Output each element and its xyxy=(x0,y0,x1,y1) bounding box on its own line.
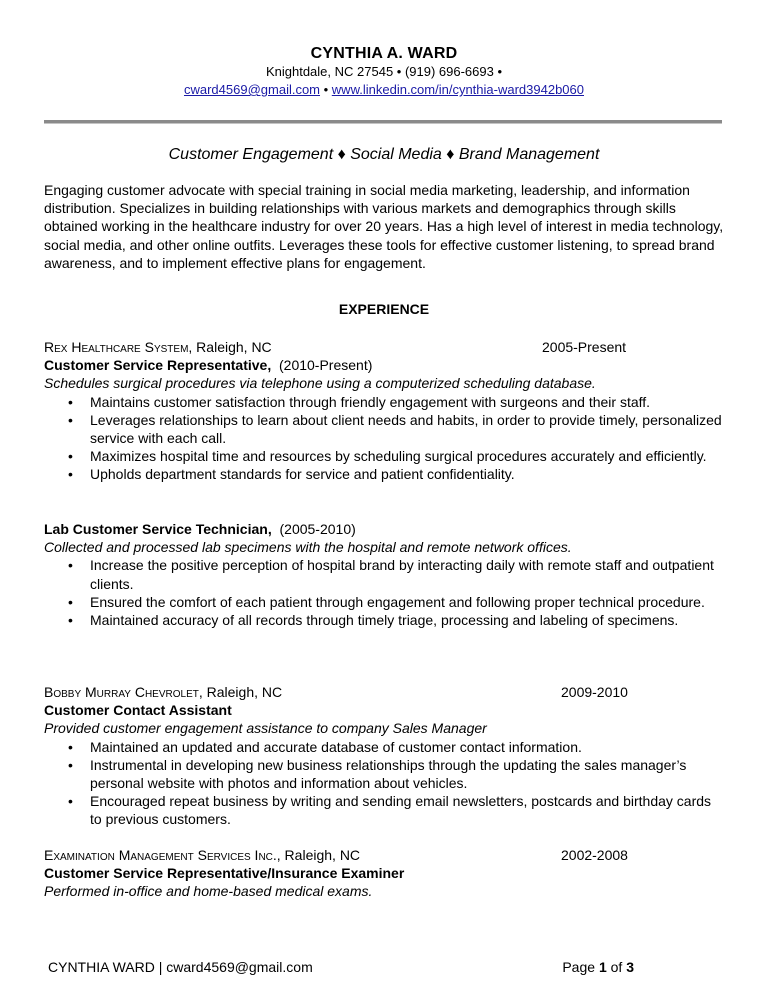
role-description: Performed in-office and home-based medical exams. xyxy=(44,883,373,900)
list-item: • Maintained an updated and accurate database of customer contact information. xyxy=(44,738,724,756)
role-description: Collected and processed lab specimens with the hospital and remote network offices. xyxy=(44,539,572,556)
contact-separator: • xyxy=(320,82,332,97)
role-description: Provided customer engagement assistance to company Sales Manager xyxy=(44,720,487,737)
list-item: • Instrumental in developing new business relationships through the updating the sales manager’s personal website with photos and information about vehicles. xyxy=(44,756,724,792)
company-location: , Raleigh, NC xyxy=(188,339,272,355)
contact-links xyxy=(0,81,768,99)
employment-dates: 2005-Present xyxy=(542,339,627,355)
bullet-list xyxy=(44,556,724,629)
linkedin-link[interactable]: www.linkedin.com/in/cynthia-ward3942b060 xyxy=(331,82,584,97)
header-divider xyxy=(44,120,722,124)
employment-dates: 2002-2008 xyxy=(561,847,628,863)
list-item: • Maximizes hospital time and resources by scheduling surgical procedures accurately and efficiently. xyxy=(44,447,724,465)
role-title: Lab Customer Service Technician, xyxy=(44,521,272,537)
company-row xyxy=(44,338,724,356)
company-name: Examination Management Services Inc. xyxy=(44,847,277,863)
role-title: Customer Service Representative/Insurance Examiner xyxy=(44,865,405,882)
location-phone: Knightdale, NC 27545 • (919) 696-6693 • xyxy=(265,64,503,79)
company-name: Bobby Murray Chevrolet xyxy=(44,684,199,700)
bullet-list xyxy=(44,738,724,829)
email-link[interactable]: cward4569@gmail.com xyxy=(183,82,321,97)
job-examination-management xyxy=(44,846,724,901)
role-line xyxy=(44,520,724,538)
tagline: Customer Engagement ♦ Social Media ♦ Brand Management xyxy=(168,146,600,163)
page-total: 3 xyxy=(626,959,634,975)
list-item: • Leverages relationships to learn about client needs and habits, in order to provide timely, personalized service with each call. xyxy=(44,411,724,447)
role-title: Customer Contact Assistant xyxy=(44,702,232,719)
candidate-name: CYNTHIA A. WARD xyxy=(310,45,458,62)
list-item: • Increase the positive perception of hospital brand by interacting daily with remote staff and outpatient clients. xyxy=(44,556,724,592)
role-description: Schedules surgical procedures via telephone using a computerized scheduling database. xyxy=(44,375,596,392)
employment-dates: 2009-2010 xyxy=(561,684,628,700)
page-prefix: Page xyxy=(562,959,599,975)
company-location: , Raleigh, NC xyxy=(198,684,283,700)
resume-header xyxy=(0,44,768,99)
role-dates: (2010-Present) xyxy=(279,357,373,374)
job-lab-technician xyxy=(44,520,724,629)
role-line xyxy=(44,356,724,374)
list-item: • Upholds department standards for service and patient confidentiality. xyxy=(44,465,724,483)
summary-paragraph: Engaging customer advocate with special training in social media marketing, leadership, and information distribution. Specializes in building relationships with various markets and demographics through skills obtained working in the healthcare industry for over 20 years. Has a high level of interest in media technology, social media, and other online outfits. Leverages these tools for effective customer listening, to spread brand awareness, and to implement effective plans for engagement. xyxy=(44,182,724,271)
company-row xyxy=(44,683,724,701)
bullet-list xyxy=(44,393,724,484)
page-number xyxy=(562,958,634,976)
experience-heading: EXPERIENCE xyxy=(338,301,430,317)
role-title: Customer Service Representative, xyxy=(44,357,272,374)
job-rex-healthcare xyxy=(44,338,724,484)
company-location: , Raleigh, NC xyxy=(276,847,361,863)
footer-contact: CYNTHIA WARD | cward4569@gmail.com xyxy=(48,959,313,975)
list-item: • Encouraged repeat business by writing and sending email newsletters, postcards and birthday cards to previous customers. xyxy=(44,792,724,828)
list-item: • Maintains customer satisfaction through friendly engagement with surgeons and their staff. xyxy=(44,393,724,411)
company-row xyxy=(44,846,724,864)
job-bobby-murray xyxy=(44,683,724,829)
page-current: 1 xyxy=(598,959,607,975)
page-mid: of xyxy=(606,959,627,975)
list-item: • Maintained accuracy of all records through timely triage, processing and labeling of specimens. xyxy=(44,611,724,629)
list-item: • Ensured the comfort of each patient through engagement and following proper technical procedure. xyxy=(44,593,724,611)
role-dates: (2005-2010) xyxy=(279,521,356,537)
company-name: Rex Healthcare System xyxy=(44,339,189,355)
